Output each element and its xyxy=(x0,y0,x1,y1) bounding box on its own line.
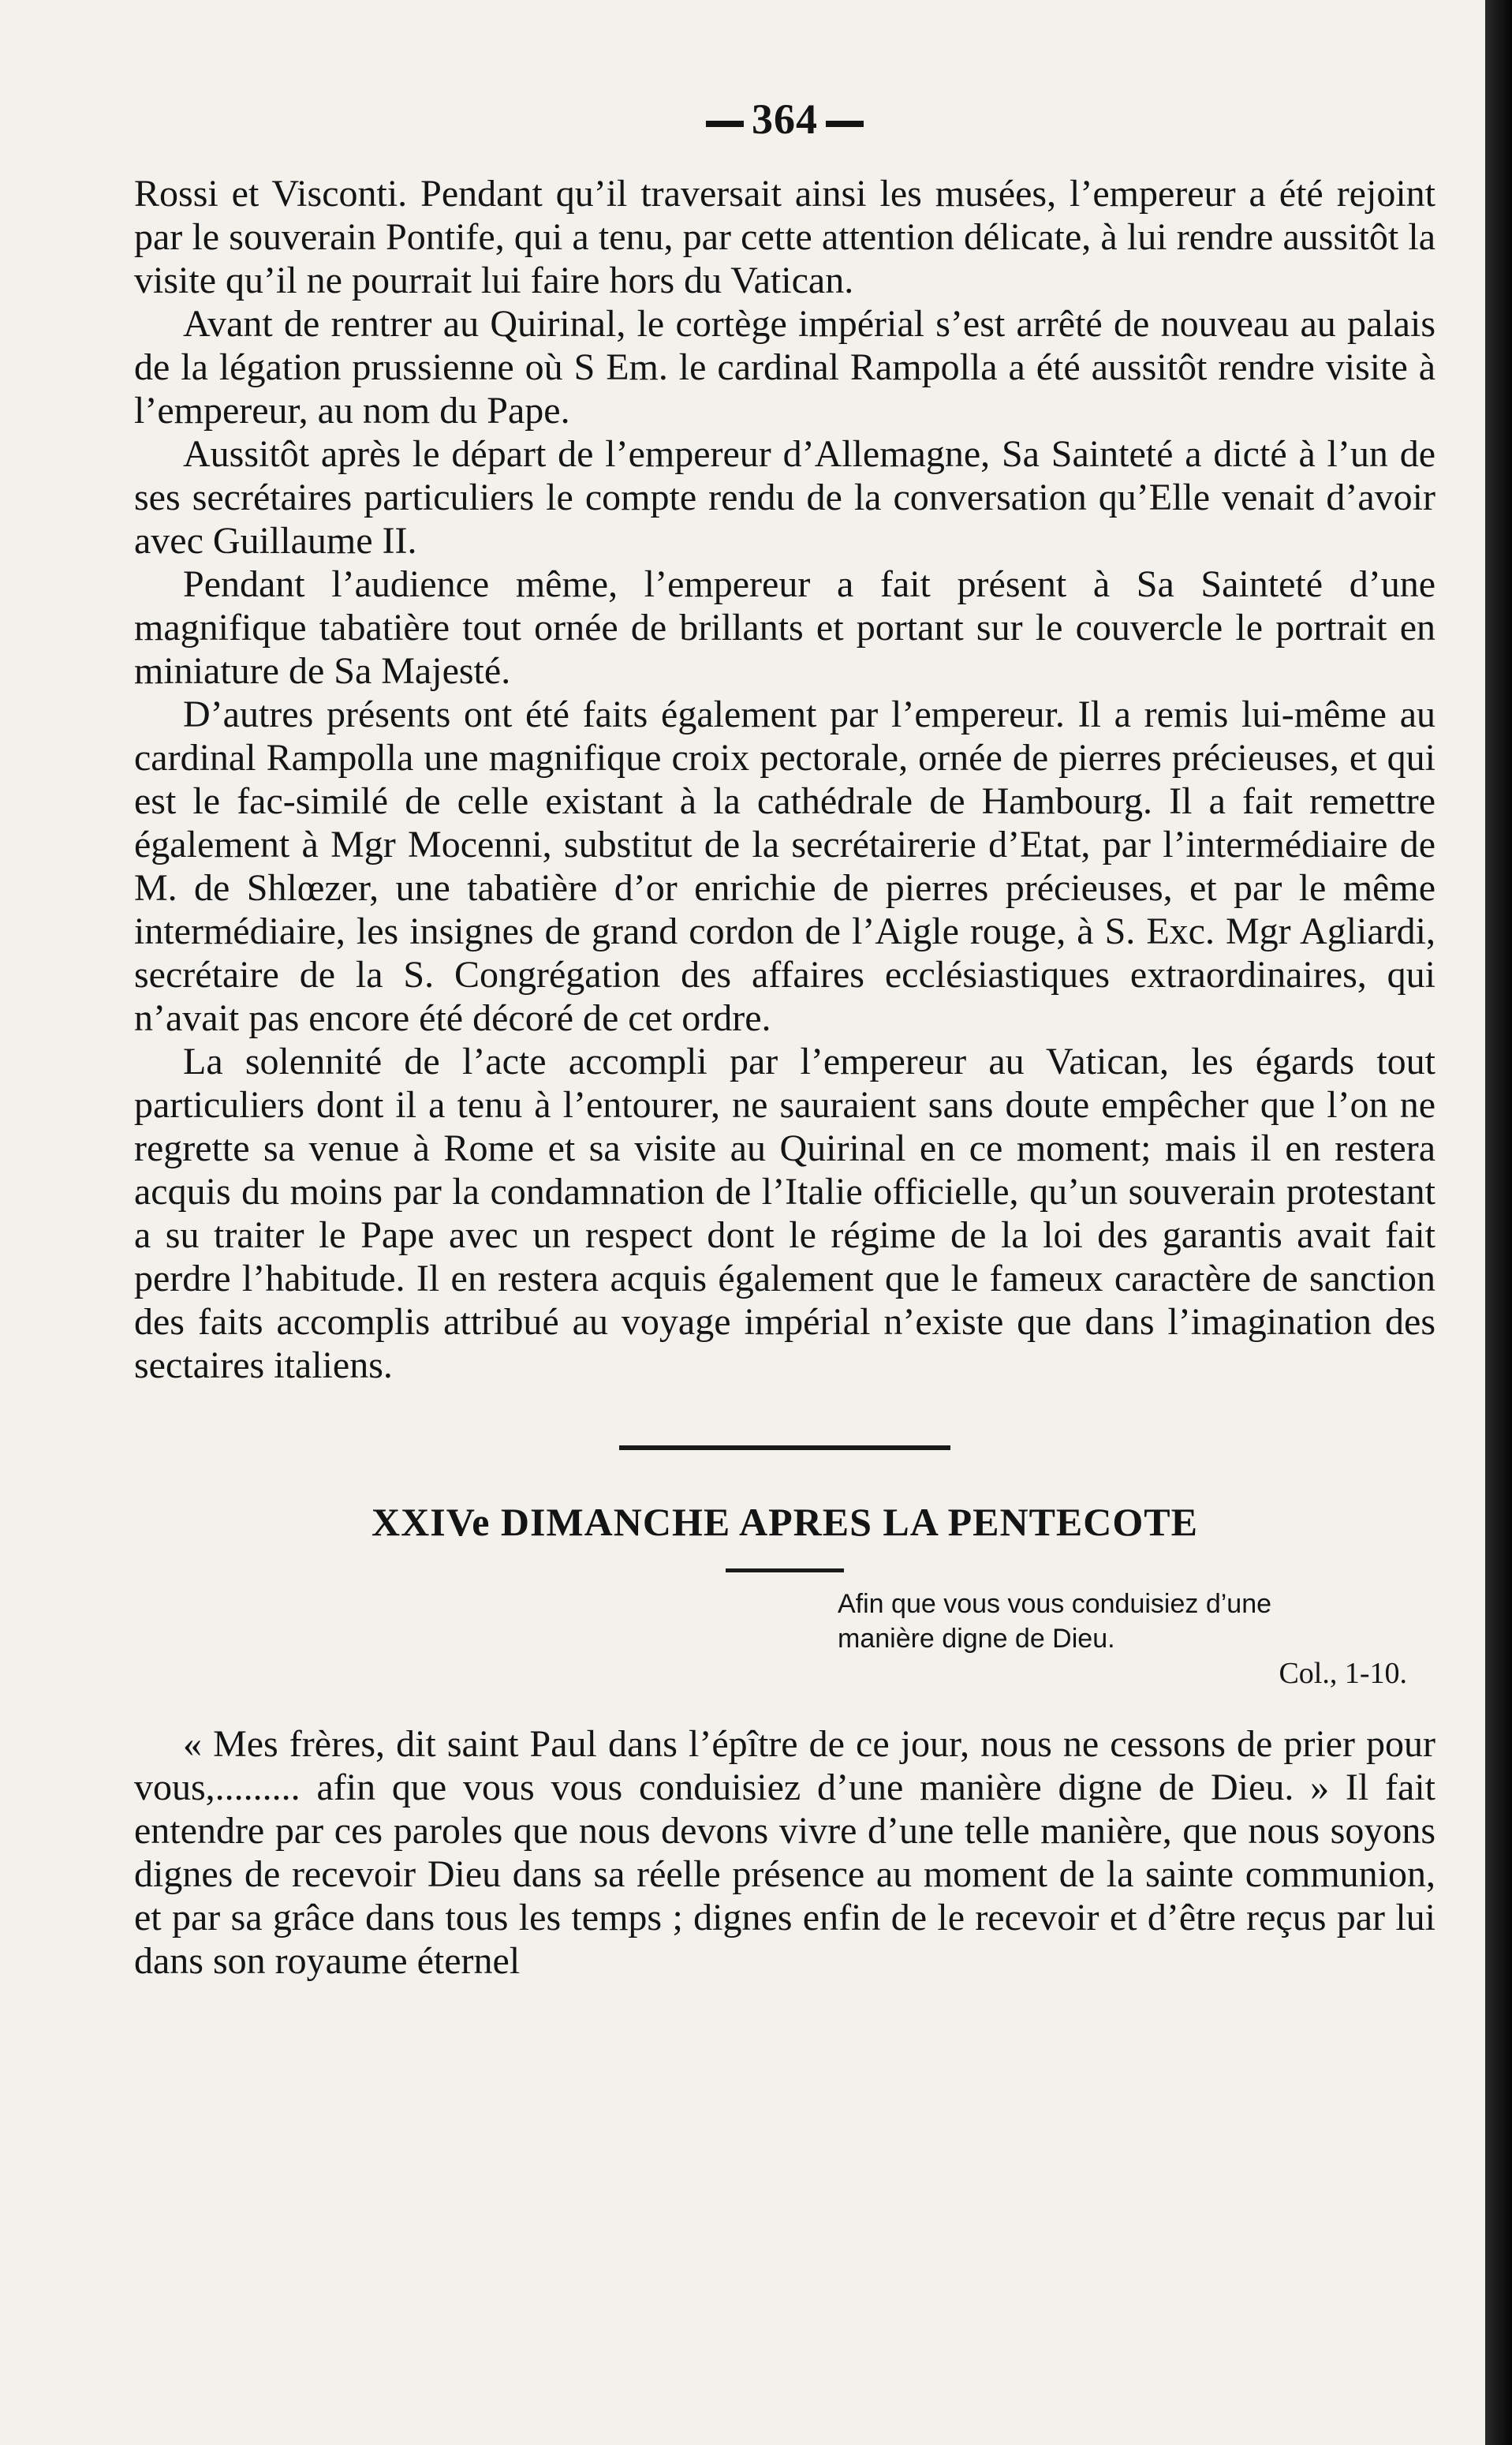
page-number: 364 xyxy=(752,95,818,143)
paragraph: La solennité de l’acte accompli par l’empereur au Vatican, les égards tout particuliers dont il a tenu à l’entourer, ne sauraient sans doute empêcher que l’on ne regrette sa venue à Rome et sa visite au Quirinal en ce moment; mais il en restera acquis du moins par la condamnation de l’Italie officielle, qu’un souverain protestant a su traiter le Pape avec un respect dont le régime de la loi des garantis avait fait perdre l’habitude. Il en restera acquis également que le fameux caractère de sanction des faits accomplis attribué au voyage impérial n’existe que dans l’imagination des sectaires italiens. xyxy=(134,1041,1435,1386)
paragraph: D’autres présents ont été faits également par l’empereur. Il a remis lui-même au cardinal Rampolla une magnifique croix pectorale, ornée de pierres précieuses, et qui est le fac-similé de celle existant à la cathédrale de Hambourg. Il a fait remettre également à Mgr Mocenni, substitut de la secrétairerie d’Etat, par l’intermédiaire de M. de Shlœzer, une tabatière d’or enrichie de pierres précieuses, et par le même intermédiaire, les insignes de grand cordon de l’Aigle rouge, à S. Exc. Mgr Agliardi, secrétaire de la S. Congrégation des affaires ecclésiastiques extraordinaires, qui n’avait pas encore été décoré de cet ordre. xyxy=(134,693,1435,1039)
section-divider xyxy=(619,1445,950,1450)
dash-right xyxy=(826,121,864,127)
paragraph: « Mes frères, dit saint Paul dans l’épître de ce jour, nous ne cessons de prier pour vous,......... afin que vous vous conduisiez d’une manière digne de Dieu. » Il fait entendre par ces paroles que nous devons vivre d’une telle manière, que nous soyons dignes de recevoir Dieu dans sa réelle présence au moment de la sainte communion, et par sa grâce dans tous les temps ; dignes enfin de le recevoir et d’être reçus par lui dans son royaume éternel xyxy=(134,1723,1435,1982)
paragraph: Pendant l’audience même, l’empereur a fait présent à Sa Sainteté d’une magnifique tabatière tout ornée de brillants et portant sur le couvercle le portrait en miniature de Sa Majesté. xyxy=(134,563,1435,692)
page-edge-shadow xyxy=(1485,0,1512,2445)
epigraph-line: Afin que vous vous conduisiez d’une xyxy=(838,1589,1272,1619)
epigraph-reference: Col., 1-10. xyxy=(1279,1657,1407,1690)
paragraph: Rossi et Visconti. Pendant qu’il traversait ainsi les musées, l’empereur a été rejoint par le souverain Pontife, qui a tenu, par cette attention délicate, à lui rendre aussitôt la visite qu’il ne pourrait lui faire hors du Vatican. xyxy=(134,173,1435,301)
page-number-header xyxy=(134,95,1435,144)
heading-underline xyxy=(726,1568,844,1572)
paragraph: Aussitôt après le départ de l’empereur d’Allemagne, Sa Sainteté a dicté à l’un de ses secrétaires particuliers le compte rendu de la conversation qu’Elle venait d’avoir avec Guillaume II. xyxy=(134,433,1435,562)
article-body xyxy=(134,172,1435,1387)
section-heading: XXIVe DIMANCHE APRES LA PENTECOTE xyxy=(371,1500,1198,1544)
epigraph xyxy=(838,1587,1435,1691)
sermon-body xyxy=(134,1722,1435,1983)
book-page xyxy=(134,95,1435,1983)
dash-left xyxy=(706,121,744,127)
paragraph: Avant de rentrer au Quirinal, le cortège impérial s’est arrêté de nouveau au palais de la légation prussienne où S Em. le cardinal Rampolla a été aussitôt rendre visite à l’empereur, au nom du Pape. xyxy=(134,303,1435,432)
epigraph-line: manière digne de Dieu. xyxy=(838,1624,1115,1654)
